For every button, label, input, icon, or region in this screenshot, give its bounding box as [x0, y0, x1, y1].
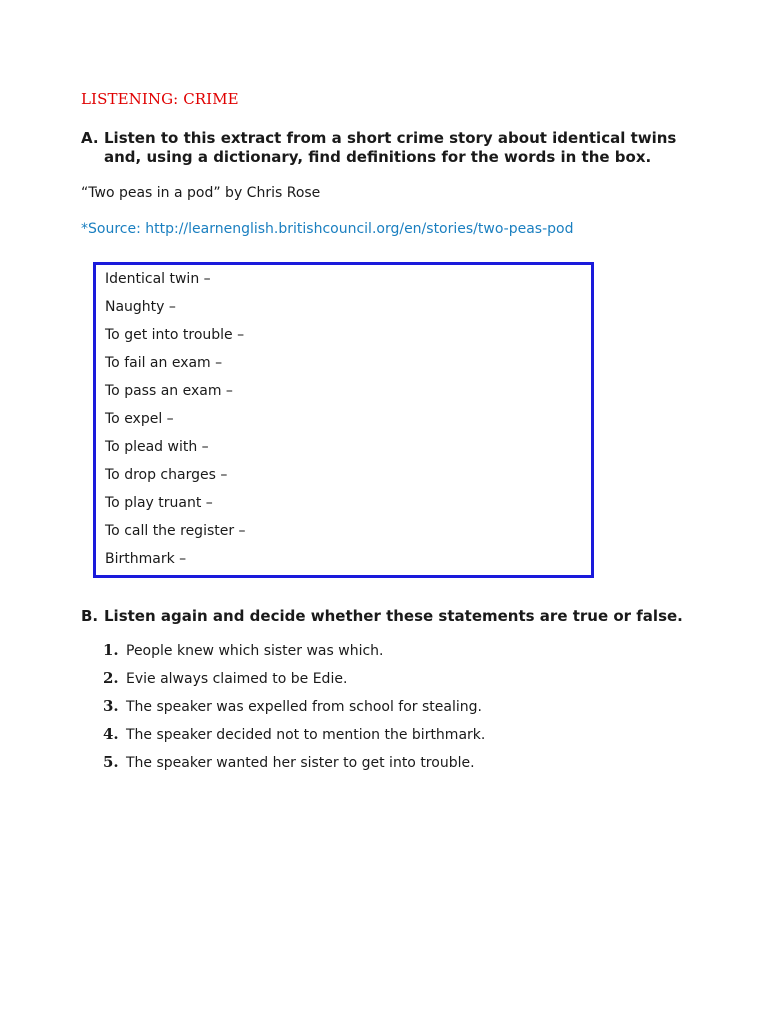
statement-number: 4. [103, 725, 119, 743]
vocabulary-box [93, 262, 594, 578]
statement-text: Evie always claimed to be Edie. [126, 671, 348, 687]
statement-text: The speaker decided not to mention the birthmark. [126, 727, 486, 743]
question-b-letter: B. [81, 607, 99, 625]
vocab-item: To call the register – [105, 523, 246, 539]
vocab-item: To pass an exam – [105, 383, 233, 399]
statement-number: 3. [103, 697, 119, 715]
statement-number: 2. [103, 669, 119, 687]
question-a-letter: A. [81, 129, 99, 147]
vocab-item: To fail an exam – [105, 355, 223, 371]
vocab-item: Naughty – [105, 299, 176, 315]
vocab-item: Birthmark – [105, 551, 187, 567]
vocab-item: Identical twin – [105, 271, 211, 287]
statement-item [103, 697, 482, 715]
statement-item [103, 753, 475, 771]
story-credit: “Two peas in a pod” by Chris Rose [81, 185, 321, 201]
vocab-item: To drop charges – [105, 467, 228, 483]
source-link[interactable]: *Source: http://learnenglish.britishcouncil.org/en/stories/two-peas-pod [81, 221, 574, 237]
vocab-item: To plead with – [105, 439, 209, 455]
question-a [81, 129, 701, 167]
statement-text: People knew which sister was which. [126, 643, 384, 659]
page-title: LISTENING: CRIME [81, 90, 239, 108]
statement-text: The speaker was expelled from school for stealing. [126, 699, 482, 715]
question-b-text: Listen again and decide whether these statements are true or false. [104, 607, 683, 625]
question-b [81, 607, 701, 626]
vocab-item: To play truant – [105, 495, 213, 511]
question-a-text: Listen to this extract from a short crime story about identical twins and, using a dictionary, find definitions for the words in the box. [104, 129, 677, 166]
statement-item [103, 725, 485, 743]
statement-item [103, 641, 383, 659]
statement-item [103, 669, 347, 687]
statement-text: The speaker wanted her sister to get into trouble. [126, 755, 475, 771]
vocab-item: To get into trouble – [105, 327, 245, 343]
vocab-item: To expel – [105, 411, 174, 427]
statement-number: 1. [103, 641, 119, 659]
statement-number: 5. [103, 753, 119, 771]
